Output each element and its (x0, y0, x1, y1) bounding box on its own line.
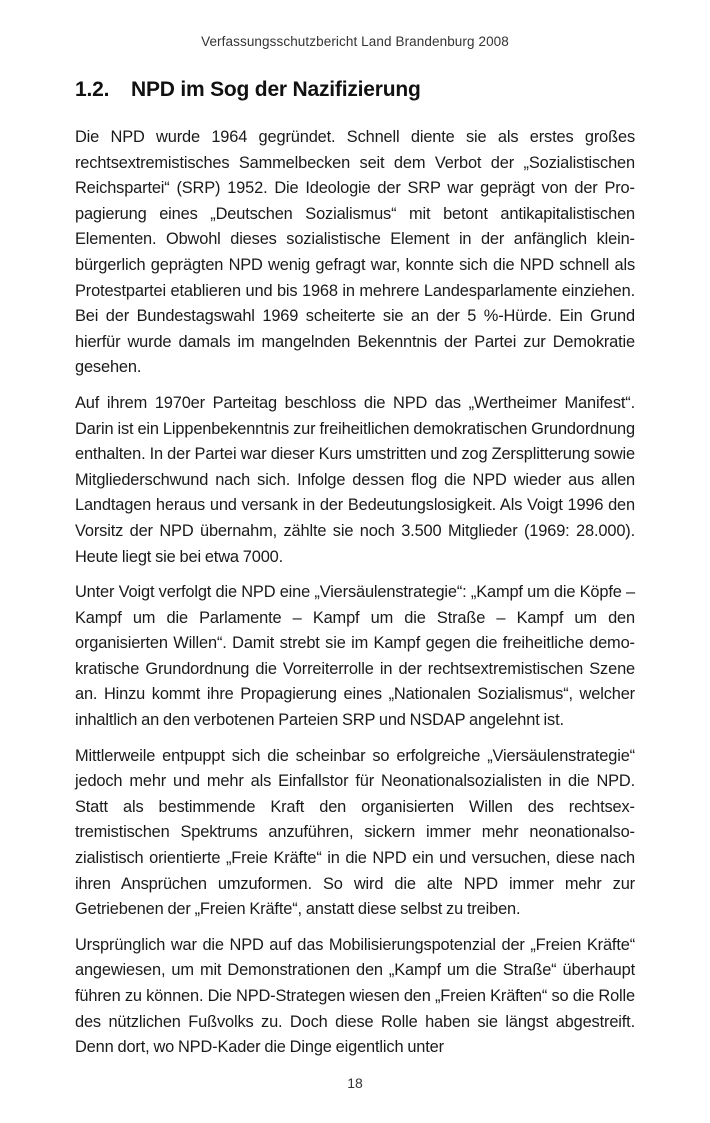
paragraph-2: Auf ihrem 1970er Parteitag beschloss die NPD das „Wertheimer Manifest“. Darin ist ein Lippenbekenntnis zur freiheitlichen demokratischen Grundordnung enthalten. In der Partei war dieser Kurs umstritten und zog Zersplitterung sowie Mitgliederschwund nach sich. Infolge dessen flog die NPD wieder aus allen Landtagen heraus und versank in der Bedeutungslosigkeit. Als Voigt 1996 den Vorsitz der NPD übernahm, zählte sie noch 3.500 Mitglieder (1969: 28.000). Heute liegt sie bei etwa 7000. (75, 393, 635, 566)
body-text (75, 125, 635, 1071)
paragraph-4: Mittlerweile entpuppt sich die scheinbar so erfolgreiche „Viersäulenstrategie“ jedoch mehr und mehr als Einfallstor für Neonationalsozialisten in die NPD. Statt als bestimmende Kraft den organisierten Willen des rechtsextremistischen Spektrums anzuführen, sickern immer mehr neonationalsozialistisch orientierte „Freie Kräfte“ in die NPD ein und versuchen, diese nach ihren Ansprüchen umzuformen. So wird die alte NPD immer mehr zur Getriebenen der „Freien Kräfte“, anstatt diese selbst zu treiben. (75, 746, 635, 919)
paragraph-5: Ursprünglich war die NPD auf das Mobilisierungspotenzial der „Freien Kräfte“ angewiesen, um mit Demonstrationen den „Kampf um die Straße“ überhaupt führen zu können. Die NPD-Strategen wiesen den „Freien Kräften“ so die Rolle des nützlichen Fußvolks zu. Doch diese Rolle haben sie längst abgestreift. Denn dort, wo NPD-Kader die Dinge eigentlich unter (75, 935, 635, 1057)
section-number: 1.2. (75, 78, 110, 101)
page-number: 18 (347, 1075, 363, 1091)
running-header: Verfassungsschutzbericht Land Brandenburg 2008 (201, 34, 509, 49)
paragraph-1: Die NPD wurde 1964 gegründet. Schnell diente sie als erstes großes rechtsextremistisches Sammelbecken seit dem Verbot der „Sozialistischen Reichspartei“ (SRP) 1952. Die Ideologie der SRP war geprägt von der Propagierung eines „Deutschen Sozialismus“ mit betont antikapitalistischen Elementen. Obwohl dieses sozialistische Element in der anfänglich kleinbürgerlich geprägten NPD wenig gefragt war, konnte sich die NPD schnell als Protestpartei etablieren und bis 1968 in mehrere Landesparlamente einziehen. Bei der Bundestagswahl 1969 scheiterte sie an der 5 %-Hürde. Ein Grund hierfür wurde damals im mangelnden Bekenntnis der Partei zur Demokratie gesehen. (75, 128, 635, 377)
section-heading (75, 78, 655, 102)
section-title: NPD im Sog der Nazifizierung (131, 78, 421, 101)
paragraph-3: Unter Voigt verfolgt die NPD eine „Viersäulenstrategie“: „Kampf um die Köpfe – Kampf um die Parlamente – Kampf um die Straße – Kampf um den organisierten Willen“. Damit strebt sie im Kampf gegen die freiheitliche demokratische Grundordnung die Vorreiterrolle in der rechtsextremistischen Szene an. Hinzu kommt ihre Propagierung eines „Nationalen Sozialismus“, welcher inhaltlich an den verbotenen Parteien SRP und NSDAP angelehnt ist. (75, 583, 635, 730)
